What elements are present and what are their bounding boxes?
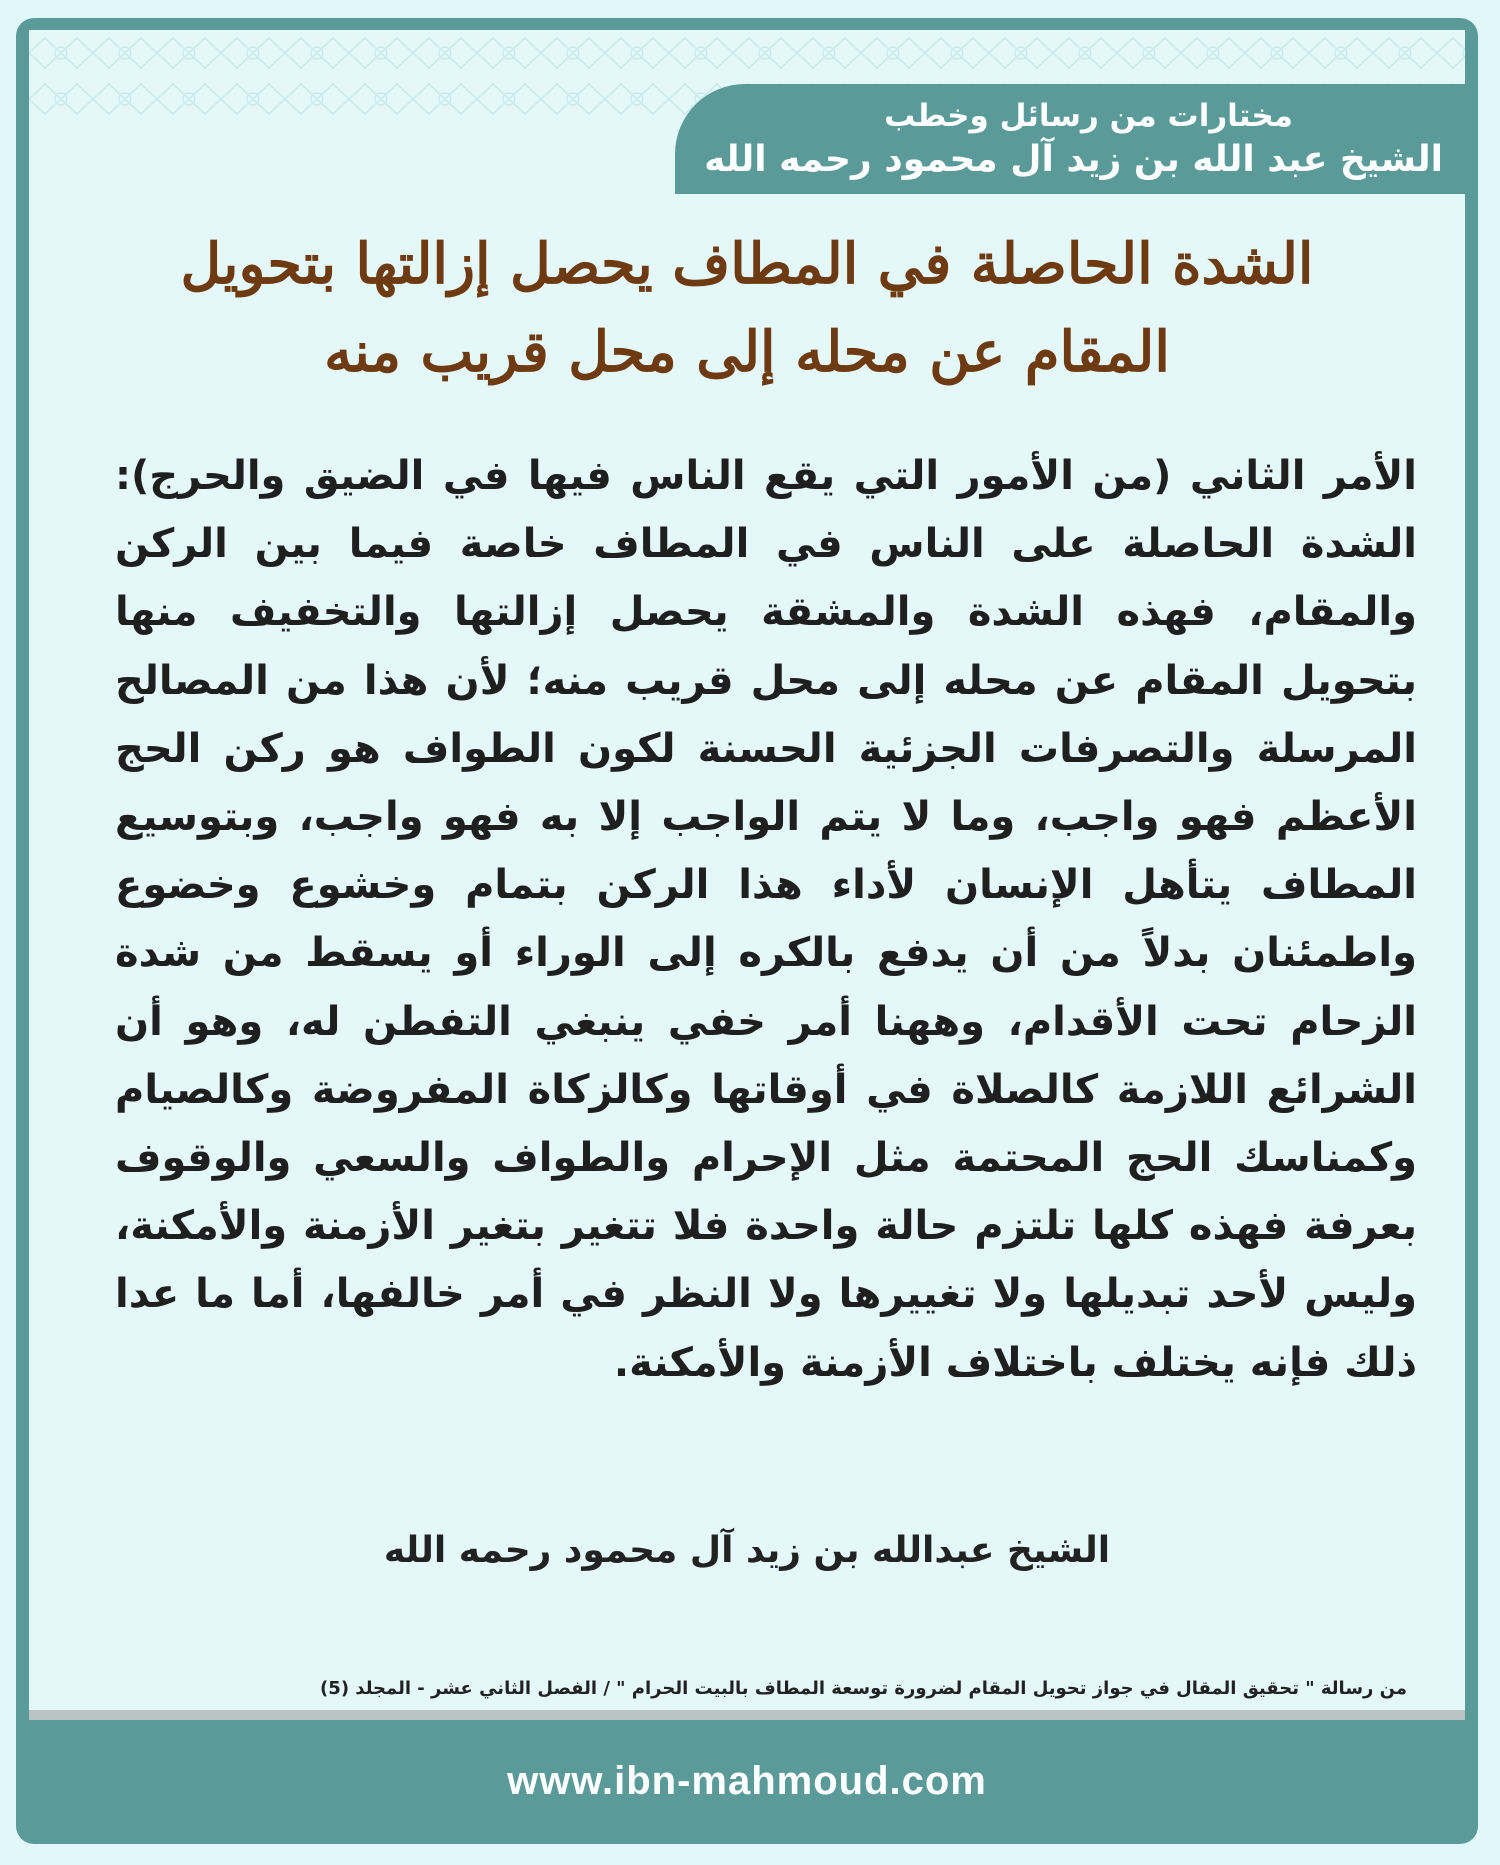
- footer-divider: [29, 1710, 1465, 1720]
- content-card: [29, 30, 1465, 1710]
- header-author-name: الشيخ عبد الله بن زيد آل محمود رحمه الله: [704, 139, 1443, 180]
- article-title: الشدة الحاصلة في المطاف يحصل إزالتها بتحويل المقام عن محله إلى محل قريب منه: [180, 231, 1314, 385]
- website-link[interactable]: www.ibn-mahmoud.com: [507, 1759, 987, 1803]
- header-banner: [675, 84, 1465, 194]
- article-body: الأمر الثاني (من الأمور التي يقع الناس فيها في الضيق والحرج): الشدة الحاصلة على الناس في المطاف خاصة فيما بين الركن والمقام، فهذه الشدة والمشقة يحصل إزالتها والتخفيف منها بتحويل المقام عن محله إلى محل قريب منه؛ لأن هذا من المصالح المرسلة والتصرفات الجزئية الحسنة لكون الطواف هو ركن الحج الأعظم فهو واجب، وما لا يتم الواجب إلا به فهو واجب، وبتوسيع المطاف يتأهل الإنسان لأداء هذا الركن بتمام وخشوع وخضوع واطمئنان بدلاً من أن يدفع بالكره إلى الوراء أو يسقط من شدة الزحام تحت الأقدام، وههنا أمر خفي ينبغي التفطن له، وهو أن الشرائع اللازمة كالصلاة في أوقاتها وكالزكاة المفروضة وكالصيام وكمناسك الحج المحتمة مثل الإحرام والطواف والسعي والوقوف بعرفة فهذه كلها تلتزم حالة واحدة فلا تتغير بتغير الأزمنة والأمكنة، وليس لأحد تبديلها ولا تغييرها ولا النظر في أمر خالفها، أما ما عدا ذلك فإنه يختلف باختلاف الأزمنة والأمكنة.: [115, 453, 1417, 1386]
- header-series-title: مختارات من رسائل وخطب: [884, 98, 1293, 134]
- article-signature: الشيخ عبدالله بن زيد آل محمود رحمه الله: [383, 1530, 1111, 1571]
- article-source-citation: من رسالة " تحقيق المقال في جواز تحويل المقام لضرورة توسعة المطاف بالبيت الحرام " / الفصل الثاني عشر - المجلد (5): [320, 1678, 1407, 1699]
